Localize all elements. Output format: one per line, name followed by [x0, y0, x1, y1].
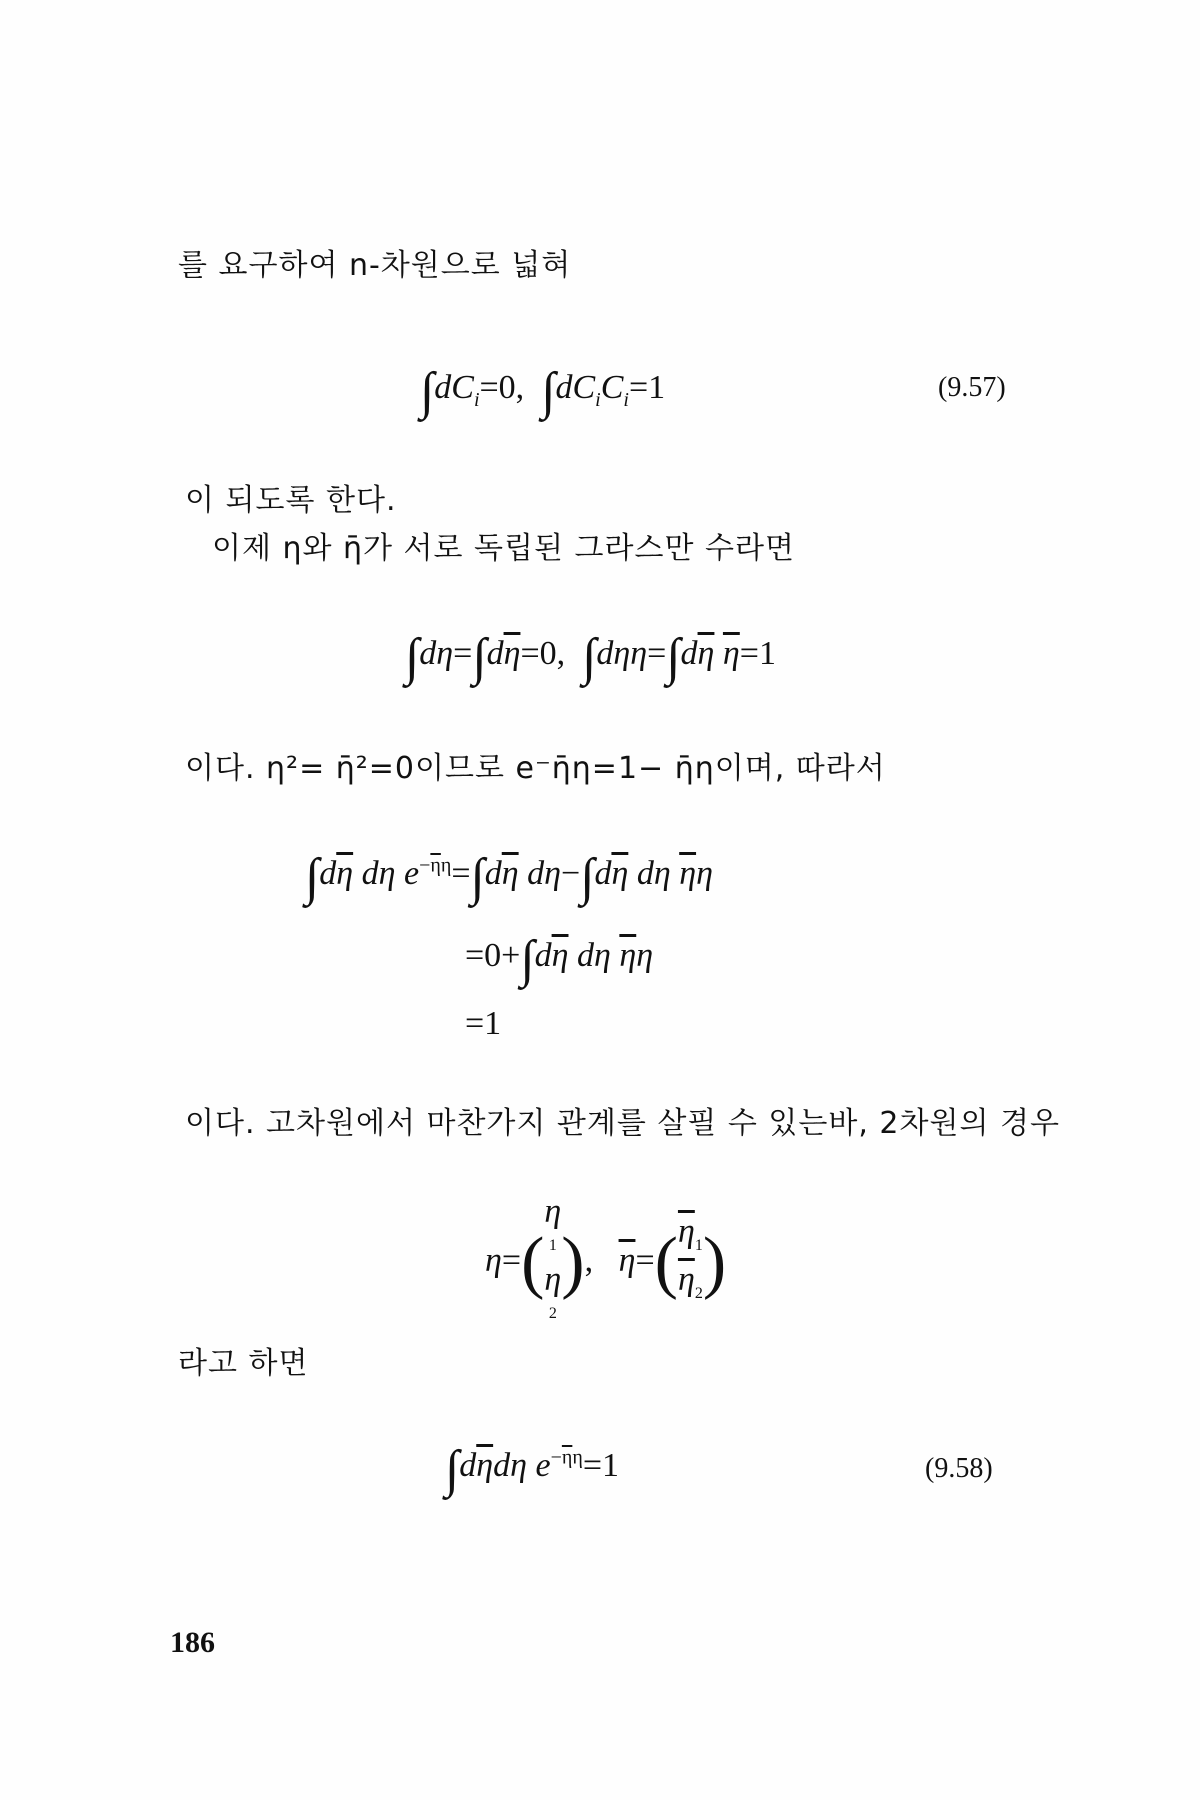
equation-line-1: $\int d\overline{\eta}$ dη $e^{-\overline{\eta}\eta}=\int d\overline{\eta}$ $d\eta-\int d\overline{\eta}$ dη $\overline{\eta}\eta$ — [305, 849, 713, 906]
paragraph-3: 이제 η와 η̄가 서로 독립된 그라스만 수라면 — [212, 531, 795, 566]
paragraph-1: 를 요구하여 n-차원으로 넓혀 — [178, 248, 572, 283]
equation-9-58: $\int d\overline{\eta}d\eta$ $e^{-\overline{\eta}\eta}=1$ — [445, 1441, 619, 1498]
paragraph-5: 이다. 고차원에서 마찬가지 관계를 살필 수 있는바, 2차원의 경우 — [185, 1106, 1060, 1141]
equation-vectors: η=( η 1 η 2 ), $\overline{\eta}=$( $\overline{\eta}_1$ $\overline{\eta}_2$ ) — [485, 1193, 727, 1322]
equation-line-2: $=0+\int d\overline{\eta}$ dη $\overline{\eta}\eta$ — [465, 931, 654, 988]
equation-number: (9.58) — [925, 1453, 993, 1484]
page-number: 186 — [170, 1626, 215, 1659]
equation-line-3: =1 — [465, 1005, 502, 1042]
paragraph-6: 라고 하면 — [178, 1346, 309, 1381]
paragraph-2: 이 되도록 한다. — [185, 483, 397, 518]
equation-grassmann-integrals: $\int d\eta=\int d\overline{\eta}=0$, $\int d\eta\eta=\int d\overline{\eta}$ $\overline{\eta}=1$ — [405, 629, 776, 686]
equation-9-57: $\int dC_i=0$, $\int dC_iC_i=1$ — [420, 363, 666, 420]
equation-number: (9.57) — [938, 372, 1006, 403]
paragraph-4: 이다. η²= η̄²=0이므로 e⁻η̄η=1− η̄η이며, 따라서 — [185, 751, 886, 786]
